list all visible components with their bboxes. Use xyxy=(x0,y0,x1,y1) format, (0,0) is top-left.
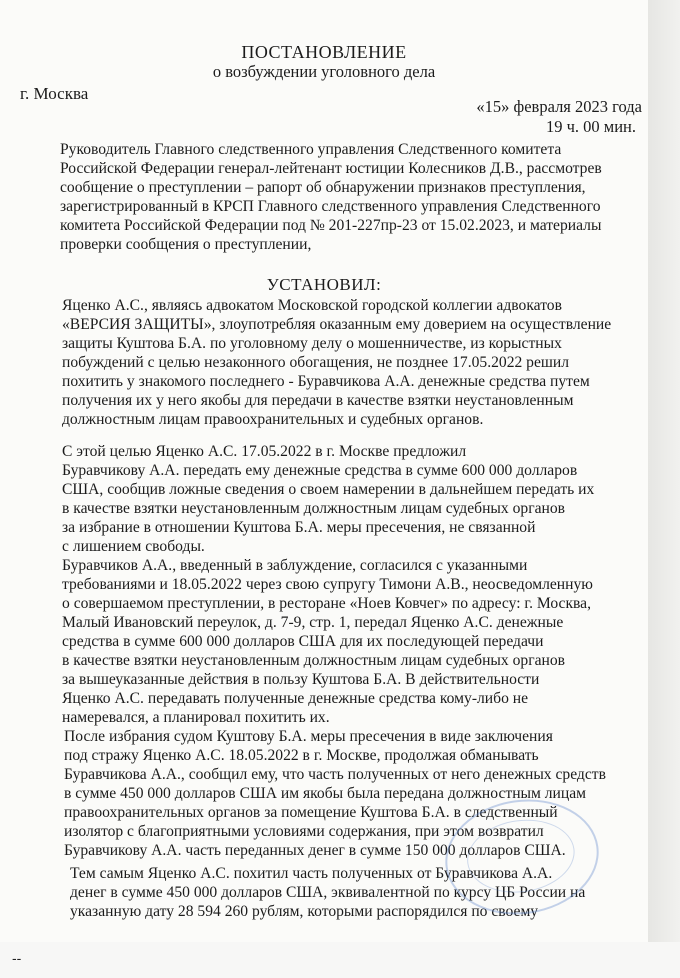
body-paragraph-1: Яценко А.С., являясь адвокатом Московской городской коллегии адвокатов «ВЕРСИЯ ЗАЩИТЫ», злоупотребляя оказанным ему доверием на осуществление защиты Куштова Б.А. по уголовному делу о мошенничестве, из корыстных побуждений с целью незаконного обогащения, не позднее 17.05.2022 решил похитить у знакомого последнего - Буравчикова А.А. денежные средства путем получения их у него якобы для передачи в качестве взятки неустановленным должностным лицам правоохранительных и судебных органов. xyxy=(62,297,612,428)
body-paragraph-3: Буравчиков А.А., введенный в заблуждение, согласился с указанными требованиями и 18.05.2022 через свою супругу Тимони А.В., неосведомленную о совершаемом преступлении, в ресторане «Ноев Ковчег» по адресу: г. Москва, Малый Ивановский переулок, д. 7-9, стр. 1, передал Яценко А.С. денежные средства в сумме 600 000 долларов США для их последующей передачи в качестве взятки неустановленным должностным лицам судебных органов за вышеуказанные действия в пользу Куштова Б.А. В действительности Яценко А.С. передавать полученные денежные средства кому-либо не намеревался, а планировал похитить их. xyxy=(62,557,593,726)
body-paragraph-5: Тем самым Яценко А.С. похитил часть полученных от Буравчикова А.А. денег в сумме 450 000 долларов США, эквивалентной по курсу ЦБ России на указанную дату 28 594 260 рублям, которыми распорядился по своему xyxy=(70,865,586,920)
bottom-strip xyxy=(0,942,680,978)
document-city: г. Москва xyxy=(20,84,89,103)
document-date: «15» февраля 2023 года xyxy=(476,97,642,116)
document-title: ПОСТАНОВЛЕНИЕ xyxy=(241,42,407,62)
intro-paragraph: Руководитель Главного следственного управления Следственного комитета Российской Федерации генерал-лейтенант юстиции Колесников Д.В., рассмотрев сообщение о преступлении – рапорт об обнаружении признаков преступления, зарегистрированный в КРСП Главного следственного управления Следственного комитета Российской Федерации под № 201-227пр-23 от 15.02.2023, и материалы проверки сообщения о преступлении, xyxy=(60,141,602,253)
document-subtitle: о возбуждении уголовного дела xyxy=(212,62,436,81)
stamp-inner-ring xyxy=(462,813,579,899)
body-paragraph-2: С этой целью Яценко А.С. 17.05.2022 в г. Москве предложил Буравчикову А.А. передать ему денежные средства в сумме 600 000 долларов США, сообщив ложные сведения о своем намерении в дальнейшем передать их в качестве взятки неустановленным должностным лицам судебных органов за избрание в отношении Куштова Б.А. меры пресечения, не связанной с лишением свободы. xyxy=(62,443,595,555)
page-edge-shadow xyxy=(648,0,680,942)
document-time: 19 ч. 00 мин. xyxy=(545,117,636,136)
section-heading: УСТАНОВИЛ: xyxy=(266,275,382,294)
footer-mark: -- xyxy=(12,950,22,966)
body-paragraph-4: После избрания судом Куштову Б.А. меры пресечения в виде заключения под стражу Яценко А.С. 18.05.2022 в г. Москве, продолжая обманывать Буравчикова А.А., сообщил ему, что часть полученных от него денежных средств в сумме 450 000 долларов США им якобы была передана должностным лицам правоохранительных органов за помещение Куштова Б.А. в следственный изолятор с благоприятными условиями содержания, при этом возвратил Буравчикову А.А. часть переданных денег в сумме 150 000 долларов США. xyxy=(64,728,606,859)
